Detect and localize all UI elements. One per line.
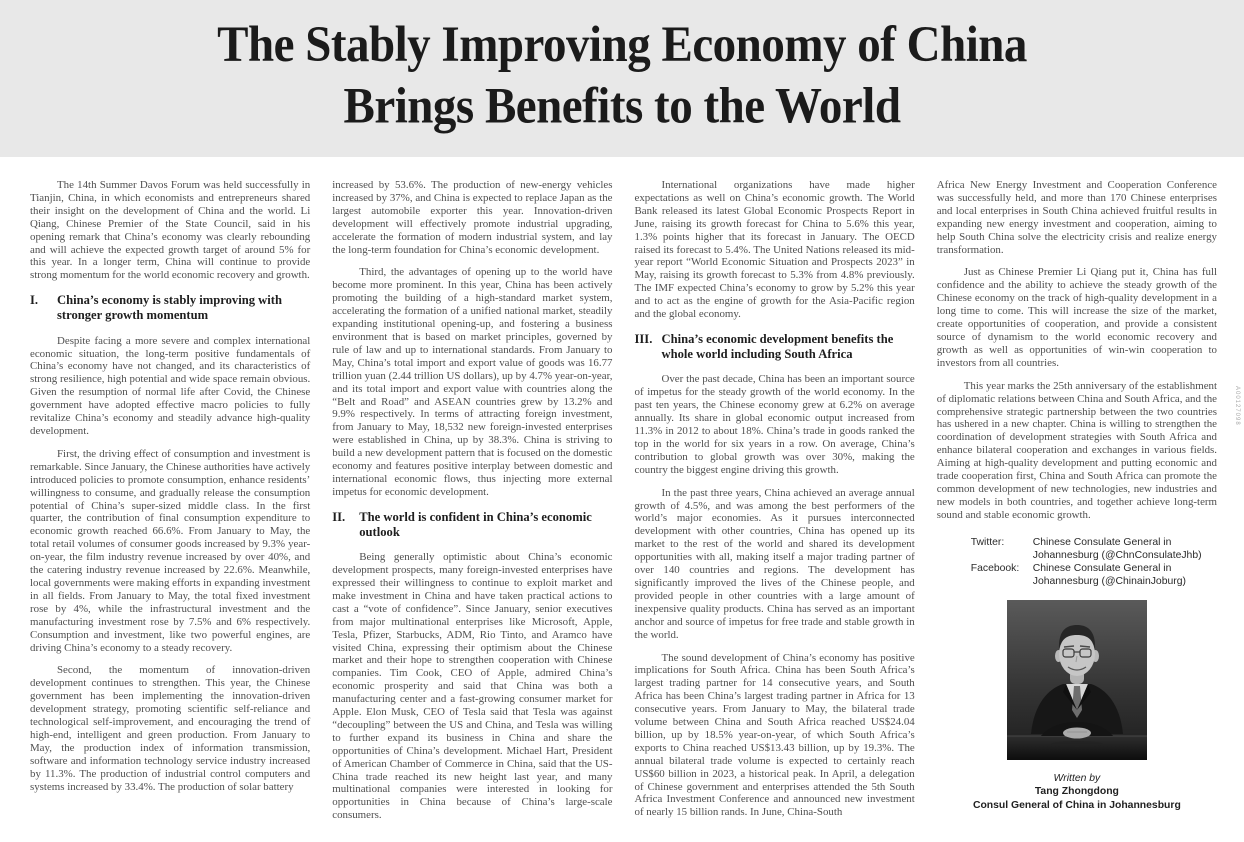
portrait-photo-frame [937, 600, 1217, 764]
section-number-2: II. [332, 509, 346, 524]
paragraph-continuation: Africa New Energy Investment and Cooperation Conference was successfully held, and more than 170 Chinese enterprises and local enterprises in South China achieved fruitful results in expanding new energy investment and cooperation, aiming to help South China solve the electricity crisis and realize energy transformation. [936, 179, 1217, 256]
byline-written-by: Written by [1053, 772, 1101, 784]
column-1 [30, 179, 310, 839]
section-title-3: China’s economic development benefits the whole world including South Africa [661, 331, 894, 362]
section-heading-1 [30, 293, 310, 323]
section-number-3: III. [634, 331, 653, 346]
article-title [217, 14, 1027, 137]
paragraph: In the past three years, China achieved an average annual growth of 4.5%, and was among the best performers of the world’s major economies. As it pursues interconnected development with other countries, China has opened up its market to the rest of the world and shared its development opportunities with all, making itself a major trading partner of over 140 countries and regions. The development has significantly improved the lives of the Chinese people, and provided people in other countries with a large amount of inexpensive quality products. China has served as an important anchor and source of impetus for free trade and stable growth in the world. [634, 486, 915, 641]
paragraph: The sound development of China’s economy has positive implications for South Africa. China has been South Africa’s largest trading partner for 14 consecutive years, and South Africa has been China’s largest trading partner in Africa for 13 consecutive years. From January to May, the bilateral trade volume between China and South Africa reached US$24.04 billion, up by 18.5% year-on-year, of which South Africa’s exports to China reached US$13.43 billion, up by 19.3%. The annual bilateral trade volume is expected to certainly reach US$60 billion in 2023, a historical peak. In April, a delegation of Chinese government and enterprises attended the 5th South Africa Investment Conference and announced new investment of nearly 15 billion rands. In June, China-South [634, 651, 915, 819]
paragraph: First, the driving effect of consumption and investment is remarkable. Since January, the Chinese authorities have actively introduced policies to promote consumption, enhance residents’ willingness to consume, and gradually release the consumption potential of China’s super-sized middle class. In the first quarter, the contribution of final consumption expenditure to economic growth reached 66.6%. From January to May, the total retail volumes of consumer goods increased by 9.3% year-on-year, the film industry revenue increased by over 40%, and the catering industry revenue increased by 22.6%. Meanwhile, local governments were making efforts in expanding investment in all fields. From January to May, the total fixed investment rose by 4%, while the infrastructural investment and the manufacturing investment rose by 7.5% and 6% respectively. Consumption and investment, like two powerful engines, are driving China’s economy to a steady recovery. [30, 447, 311, 654]
paragraph-continuation: increased by 53.6%. The production of new-energy vehicles increased by 37%, and China is expected to replace Japan as the largest automobile exporter this year. Innovation-driven development will effectively promote industrial upgrading, accelerate the formation of modern industrial system, and lay the long-term foundation for China’s economic development. [332, 179, 613, 256]
article-title-line1: The Stably Improving Economy of China [217, 16, 1027, 73]
paragraph: Despite facing a more severe and complex international economic situation, the long-term positive fundamentals of China’s economy have not changed, and its characteristics of strong resilience, high potential and wide space remain obvious. Given the resumption of normal life after Covid, the Chinese government have adopted effective macro policies to fully revitalize China’s economy and steadily advance high-quality development. [30, 334, 311, 437]
twitter-handle: Chinese Consulate General in Johannesburg (@ChnConsulateJhb) [1032, 536, 1202, 561]
section-number-1: I. [30, 293, 39, 308]
byline-title: Consul General of China in Johannesburg [972, 799, 1181, 811]
paragraph: This year marks the 25th anniversary of the establishment of diplomatic relations between China and South Africa, and the comprehensive strategic partnership between the two countries has ushered in a new chapter. China is willing to strengthen the coordination of development strategies with South Africa and enhance bilateral cooperation and exchanges in various fields. Aiming at high-quality development and putting economic and trade cooperation first, China and South Africa can promote the common development of new technologies, new industries and new models in both countries, and together achieve long-term sound and stable economic growth. [936, 379, 1217, 521]
portrait-photo [1007, 600, 1147, 760]
masthead [0, 0, 1244, 157]
facebook-handle: Chinese Consulate General in Johannesburg (@ChinainJoburg) [1032, 562, 1186, 587]
paragraph: Second, the momentum of innovation-driven development continues to strengthen. This year, the Chinese government has been implementing the innovation-driven development strategy, promoting scientific self-reliance and technological self-improvement, and encouraging the trend of high-end, intelligent and green production. From January to May, the production index of information transmission, software and information technology service industry increased by 11.3%. The production of industrial control computers and systems increased by 33.4%. The production of solar battery [30, 664, 311, 793]
side-code: A00127098 [1234, 386, 1240, 426]
paragraph-intro: The 14th Summer Davos Forum was held successfully in Tianjin, China, in which economists and entrepreneurs shared their insight on the development of China and the world. Li Qiang, Chinese Premier of the State Council, said in his opening remark that China’s economy was clearly rebounding and will achieve the expected growth target of around 5% for this year. In a longer term, China will continue to provide strong momentum for the world economic recovery and growth. [30, 179, 311, 282]
facebook-label: Facebook: [970, 562, 1020, 574]
paragraph: Just as Chinese Premier Li Qiang put it, China has full confidence and the ability to achieve the steady growth of the Chinese economy on the track of high-quality development in a long time to come. This will increase the size of the market, create opportunities of cooperation, and provide a consistent source of dynamism to the world economic recovery and growth as well as opportunities of win-win cooperation to investors from all countries. [936, 266, 1217, 369]
paragraph: Third, the advantages of opening up to the world have become more prominent. In this year, China has been actively promoting the building of a high-standard market system, accelerating the formation of a unified national market, steadily expanding institutional opening-up, and fostering a business environment that is based on market principles, governed by rule of law and up to international standards. From January to May, China’s total import and export value of goods was 16.77 trillion yuan (2.44 trillion US dollars), up by 4.7% year-on-year, and its total import and export value with countries along the “Belt and Road” and ASEAN countries grew by 13.2% and 9.9% respectively. In terms of attracting foreign investment, from January to May, 18,532 new foreign-invested enterprises were established in China, up by 38.3%. China is striving to build a new development pattern that is focused on the domestic economy and features positive interplay between domestic and international economic flows, thus injecting more external impetus for economic development. [332, 266, 613, 498]
paragraph: Over the past decade, China has been an important source of impetus for the steady growth of the world economy. In the past ten years, the Chinese economy grew at 6.2% on average annually. Its share in global economic output increased from 11.3% in 2012 to about 18%. China’s trade in goods ranked the top in the world for six years in a row. On average, China’s contribution to global growth was over 30%, making the country the biggest engine driving this growth. [634, 373, 915, 476]
social-media-block [937, 536, 1217, 588]
article-body [30, 179, 1217, 839]
column-4 [937, 179, 1217, 839]
twitter-label: Twitter: [970, 536, 1005, 548]
section-title-2: The world is confident in China’s economic outlook [359, 509, 592, 539]
paragraph: International organizations have made higher expectations as well on China’s economic growth. The World Bank released its latest Global Economic Prospects Report in June, raising its growth forecast for China to 5.6% this year, 1.3% points higher that its forecast in January. The OECD raised its forecast to 5.4%. The United Nations released its mid-year report “World Economic Situation and Prospects 2023” in May, raising its growth forecast to 5.3% from 4.8% previously. The IMF expected China’s economy to grow by 5.2% this year and to act as the engine of growth for the Asia-Pacific region and the global economy. [634, 179, 915, 321]
section-heading-3 [635, 332, 915, 362]
section-heading-2 [332, 510, 612, 540]
byline-name: Tang Zhongdong [1034, 786, 1119, 798]
paragraph: Being generally optimistic about China’s economic development prospects, many foreign-invested enterprises have expressed their willingness to continue to exploit market and make investment in China and have taken practical actions to cast a “vote of confidence”. Since January, senior executives from major multinational enterprises like Microsoft, Apple, Tesla, Pfizer, Starbucks, ADM, Rio Tinto, and Aramco have visited China, expressing their optimism about the Chinese market and their hope to strengthen cooperation with Chinese companies. Tim Cook, CEO of Apple, admired China’s economic prosperity and said that China was both a manufacturing center and a fast-growing consumer market for Apple. Elon Musk, CEO of Tesla said that Tesla was against “decoupling” between the US and China, and Tesla was willing to further expand its business in China and share the opportunities of China’s development. Michael Hart, President of American Chamber of Commerce in China, said that the US-China trade reached its new height last year, and many multinational companies were interested in looking for opportunities in China because of China’s large-scale consumers. [332, 551, 613, 822]
column-3 [635, 179, 915, 839]
section-title-1: China’s economy is stably improving with stronger growth momentum [57, 293, 282, 323]
column-2 [332, 179, 612, 839]
byline [937, 772, 1217, 813]
article-title-line2: Brings Benefits to the World [343, 77, 901, 134]
